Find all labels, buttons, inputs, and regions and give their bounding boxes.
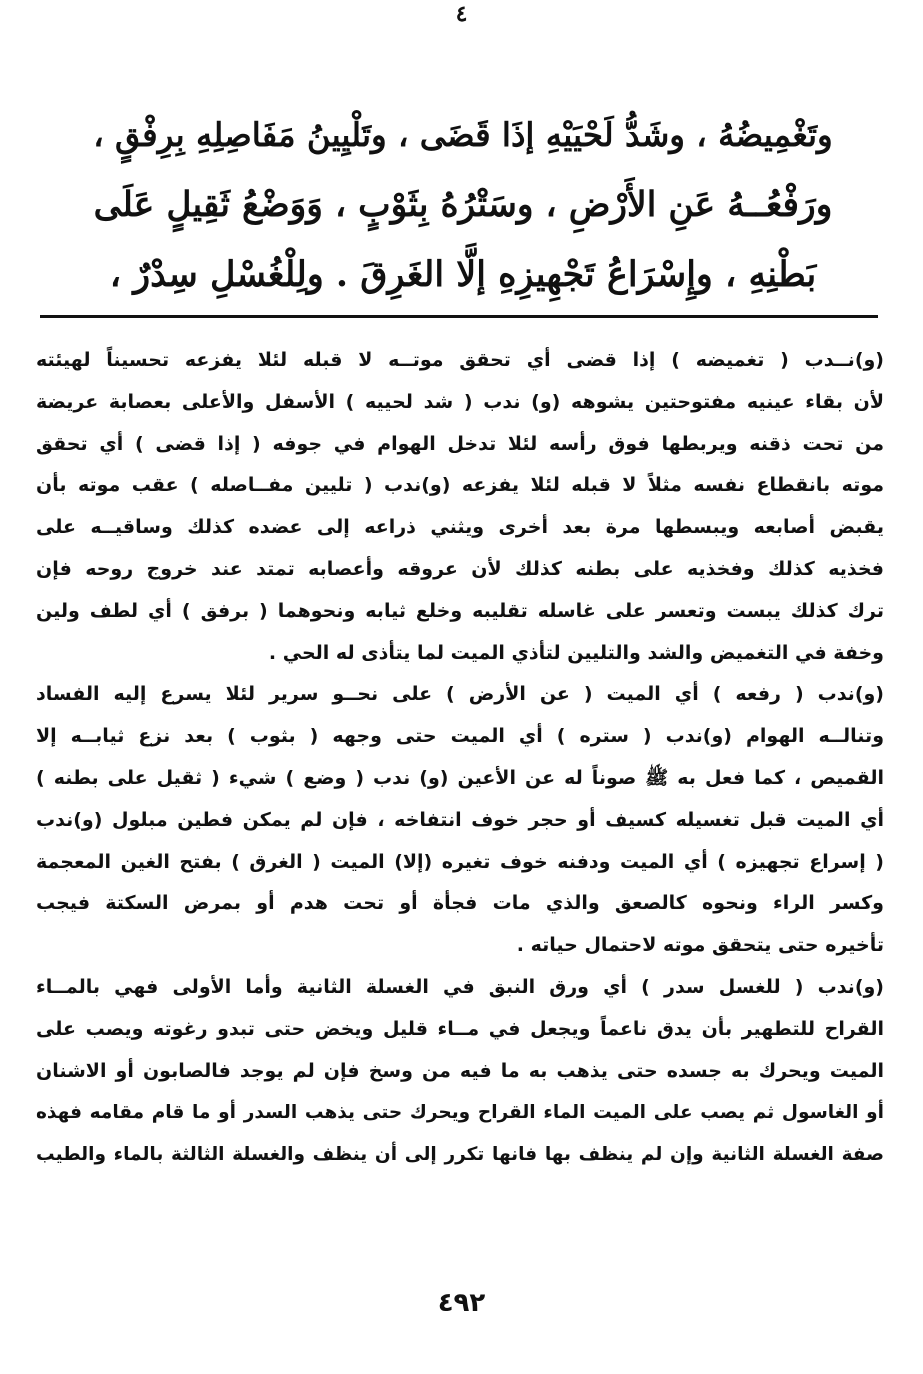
matn-line: ورَفْعُــهُ عَنِ الأَرْضِ ، وسَتْرُهُ بِثَوْبٍ ، وَوَضْعُ ثَقِيلٍ عَلَى xyxy=(93,185,833,225)
commentary-line: أي الميت قبل تغسيله كسيف أو حجر خوف انتفاخه ، فإن لم يمكن فطين مبلول (و)ندب xyxy=(36,808,884,831)
commentary-line: ترك كذلك يبست وتعسر على غاسله تقليبه وخلع ثيابه ونحوهما ( برفق ) أي لطف ولين xyxy=(36,599,884,622)
commentary-line: موته بانقطاع نفسه مثلاً لا قبله لئلا يفزعه (و)ندب ( تليين مفــاصله ) عقب موته بأن xyxy=(36,474,884,497)
commentary-line: (و)ندب ( للغسل سدر ) أي ورق النبق في الغسلة الثانية وأما الأولى فهي بالمــاء xyxy=(36,975,884,998)
commentary-line: وكسر الراء ونحوه كالصعق والذي مات فجأة أو تحت هدم أو بمرض السكتة فيجب xyxy=(36,892,884,915)
commentary-line: يقبض أصابعه ويبسطها مرة بعد أخرى ويثني ذراعه إلى عضده كذلك وساقيــه على xyxy=(36,516,884,539)
commentary-line: الميت ويحرك به جسده حتى يذهب به ما فيه من وسخ فإن لم يوجد فالصابون أو الاشنان xyxy=(36,1059,884,1082)
commentary-line: (و)ندب ( رفعه ) أي الميت ( عن الأرض ) على نحــو سرير لئلا يسرع إليه الفساد xyxy=(36,683,884,706)
matn-line: بَطْنِهِ ، وإِسْرَاعُ تَجْهِيزِهِ إلَّا الغَرِقَ . ولِلْغُسْلِ سِدْرٌ ، xyxy=(109,254,817,295)
commentary-line: من تحت ذقنه ويربطها فوق رأسه لئلا تدخل الهوام في جوفه ( إذا قضى ) أي تحقق xyxy=(36,432,884,455)
commentary-line: القميص ، كما فعل به ﷺ صوناً له عن الأعين (و) ندب ( وضع ) شيء ( ثقيل على بطنه ) xyxy=(36,766,884,789)
commentary-line: لأن بقاء عينيه مفتوحتين يشوهه (و) ندب ( شد لحييه ) الأسفل والأعلى بعصابة عريضة xyxy=(36,390,884,413)
commentary-line: تأخيره حتى يتحقق موته لاحتمال حياته . xyxy=(516,934,884,957)
commentary-line: وخفة في التغميض والشد والتليين لتأذي الميت لما يتأذى له الحي . xyxy=(268,641,884,664)
matn-line: وتَغْمِيضُهُ ، وشَدُّ لَحْيَيْهِ إذَا قَضَى ، وتَلْيِينُ مَفَاصِلِهِ بِرِفْقٍ ، xyxy=(93,115,833,154)
page-number: ٤٩٢ xyxy=(437,1288,486,1318)
commentary-line: ( إسراع تجهيزه ) أي الميت ودفنه خوف تغيره (إلا) الميت ( الغرق ) بفتح الغين المعجمة xyxy=(36,850,884,873)
commentary-paragraph xyxy=(36,967,884,1176)
commentary-line: أو الغاسول ثم يصب على الميت الماء القراح ويحرك حتى يذهب السدر أو ما قام مقامه فهذه xyxy=(36,1102,884,1124)
commentary-paragraph xyxy=(36,340,884,674)
commentary-line: (و)نــدب ( تغميضه ) إذا قضى أي تحقق موتــه لا قبله لئلا يفزعه تحسيناً لهيئته xyxy=(36,349,884,371)
separator-rule xyxy=(40,315,878,318)
commentary-block xyxy=(36,340,884,1176)
commentary-paragraph xyxy=(36,674,884,967)
top-mark: ٤ xyxy=(455,1,468,27)
commentary-line: فخذيه كذلك وفخذيه على بطنه كذلك لأن عروقه وأعصابه تمتد عند خروج روحه فإن xyxy=(36,557,884,580)
commentary-line: القراح للتطهير بأن يدق ناعماً ويجعل في مــاء قليل ويخض حتى تبدو رغوته ويصب على xyxy=(36,1017,884,1040)
commentary-line: وتنالــه الهوام (و)ندب ( ستره ) أي الميت حتى وجهه ( بثوب ) بعد نزع ثيابــه إلا xyxy=(36,725,884,748)
commentary-line: صفة الغسلة الثانية وإن لم ينظف بها فانها تكرر إلى أن ينظف والغسلة الثالثة بالماء والطيب xyxy=(36,1144,884,1166)
matn-block xyxy=(90,100,836,310)
